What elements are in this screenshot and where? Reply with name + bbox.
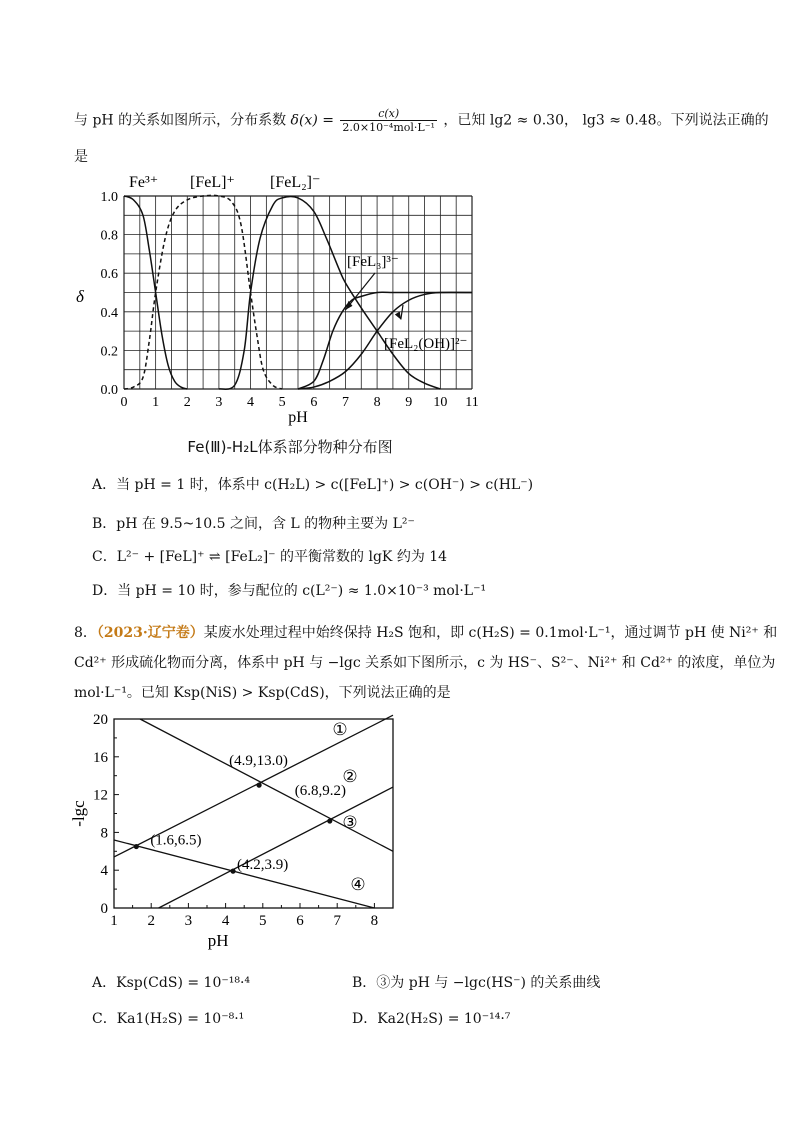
q7-intro-line	[74, 107, 769, 134]
x-tick-label: 1	[110, 913, 118, 929]
x-tick-label: 8	[370, 913, 379, 929]
label-fel2oh: [FeL₂(OH)]²⁻	[384, 336, 468, 352]
series-label-4: ④	[350, 875, 366, 894]
label-fel2: [FeL₂]⁻	[270, 174, 321, 191]
y-tick-label: 0.8	[100, 228, 118, 244]
label-fel: [FeL]⁺	[190, 174, 235, 191]
y-axis-label: -lgc	[69, 800, 88, 827]
q8-number: 8．	[74, 625, 97, 641]
label-fe3: Fe³⁺	[129, 174, 159, 191]
y-tick-label: 4	[100, 863, 108, 880]
q8-option-a: A．Ksp(CdS) = 10⁻¹⁸·⁴	[92, 975, 251, 991]
q8-option-d: D．Ka2(H₂S) = 10⁻¹⁴·⁷	[352, 1011, 511, 1027]
intersection-label: (4.9,13.0)	[229, 753, 288, 770]
y-tick-label: 20	[93, 712, 108, 728]
q8-line1	[74, 622, 777, 642]
x-tick-label: 11	[465, 395, 479, 410]
intersection-point	[327, 818, 332, 823]
intersection-point	[230, 869, 235, 874]
x-tick-label: 3	[215, 395, 223, 410]
intersection-point	[134, 844, 139, 849]
x-tick-label: 2	[147, 913, 155, 929]
y-axis-label: δ	[76, 287, 84, 307]
y-tick-label: 8	[100, 825, 108, 842]
y-tick-label: 0	[100, 901, 108, 917]
q7-line1-tail: ，已知 lg2 ≈ 0.30， lg3 ≈ 0.48。下列说法正确的	[443, 112, 769, 129]
y-tick-label: 0.0	[100, 383, 118, 398]
y-tick-label: 16	[93, 749, 108, 766]
q7-option-b: B．pH 在 9.5~10.5 之间，含 L 的物种主要为 L²⁻	[92, 516, 415, 532]
q7-option-c: C．L²⁻ + [FeL]⁺ ⇌ [FeL₂]⁻ 的平衡常数的 lgK 约为 14	[92, 549, 448, 565]
x-tick-label: 10	[433, 395, 448, 410]
arrow-fel2oh-line	[401, 305, 403, 320]
series-label-1: ①	[332, 720, 348, 739]
q7-option-d: D．当 pH = 10 时，参与配位的 c(L²⁻) ≈ 1.0×10⁻³ mol·L⁻¹	[92, 583, 487, 599]
series-label-3: ③	[342, 813, 358, 832]
intersection-point	[256, 783, 261, 788]
x-tick-label: 4	[221, 913, 230, 929]
x-axis-label: pH	[207, 931, 229, 950]
label-fel3: [FeL₃]³⁻	[347, 254, 399, 270]
x-tick-label: 5	[278, 395, 286, 410]
y-tick-label: 1.0	[100, 190, 118, 205]
q8-option-c: C．Ka1(H₂S) = 10⁻⁸·¹	[92, 1011, 245, 1027]
q8-line1-text: 某废水处理过程中始终保持 H₂S 饱和，即 c(H₂S) = 0.1mol·L⁻¹，通过调节 pH 使 Ni²⁺ 和	[203, 625, 778, 641]
x-tick-label: 2	[183, 395, 191, 410]
x-tick-label: 3	[184, 913, 193, 929]
q8-source: （2023·辽宁卷）	[96, 625, 204, 641]
x-tick-label: 7	[333, 913, 341, 929]
q8-option-b: B．③为 pH 与 −lgc(HS⁻) 的关系曲线	[352, 975, 601, 991]
series-line-4	[114, 840, 374, 908]
x-tick-label: 9	[405, 395, 413, 410]
q8-line3: mol·L⁻¹。已知 Ksp(NiS) > Ksp(CdS)，下列说法正确的是	[74, 685, 451, 701]
x-tick-label: 4	[247, 395, 255, 410]
x-tick-label: 0	[120, 395, 128, 410]
intersection-label: (6.8,9.2)	[294, 783, 347, 800]
q7-line2: 是	[74, 149, 88, 165]
distribution-fraction	[340, 107, 437, 134]
q7-option-a: A．当 pH = 1 时，体系中 c(H₂L) > c([FeL]⁺) > c(OH⁻) > c(HL⁻)	[92, 477, 534, 493]
delta-symbol: δ(x) =	[290, 112, 334, 129]
x-tick-label: 5	[259, 913, 267, 929]
x-axis-label: pH	[288, 409, 308, 426]
x-tick-label: 6	[310, 395, 318, 410]
distribution-chart	[0, 165, 600, 465]
y-tick-label: 12	[93, 787, 108, 804]
y-tick-label: 0.4	[100, 305, 118, 321]
intersection-label: (4.2,3.9)	[237, 857, 289, 874]
lgc-ph-chart	[0, 708, 430, 958]
x-tick-label: 6	[296, 913, 304, 929]
intersection-label: (1.6,6.5)	[150, 832, 202, 849]
fraction-denominator: 2.0×10⁻⁴mol·L⁻¹	[342, 121, 435, 134]
fraction-numerator: c(x)	[340, 107, 437, 121]
q7-line1: 与 pH 的关系如图所示，分布系数	[74, 112, 287, 129]
y-tick-label: 0.6	[100, 267, 118, 283]
x-tick-label: 7	[341, 395, 349, 410]
y-tick-label: 0.2	[100, 344, 118, 360]
arrow-fel2oh-head	[395, 312, 401, 320]
x-tick-label: 8	[373, 395, 381, 410]
series-label-2: ②	[342, 767, 358, 786]
x-tick-label: 1	[152, 395, 160, 410]
q8-line2: Cd²⁺ 形成硫化物而分离，体系中 pH 与 −lgc 关系如下图所示，c 为 HS⁻、S²⁻、Ni²⁺ 和 Cd²⁺ 的浓度，单位为	[74, 655, 776, 671]
chart1-caption: Fe(Ⅲ)-H₂L体系部分物种分布图	[187, 438, 393, 456]
